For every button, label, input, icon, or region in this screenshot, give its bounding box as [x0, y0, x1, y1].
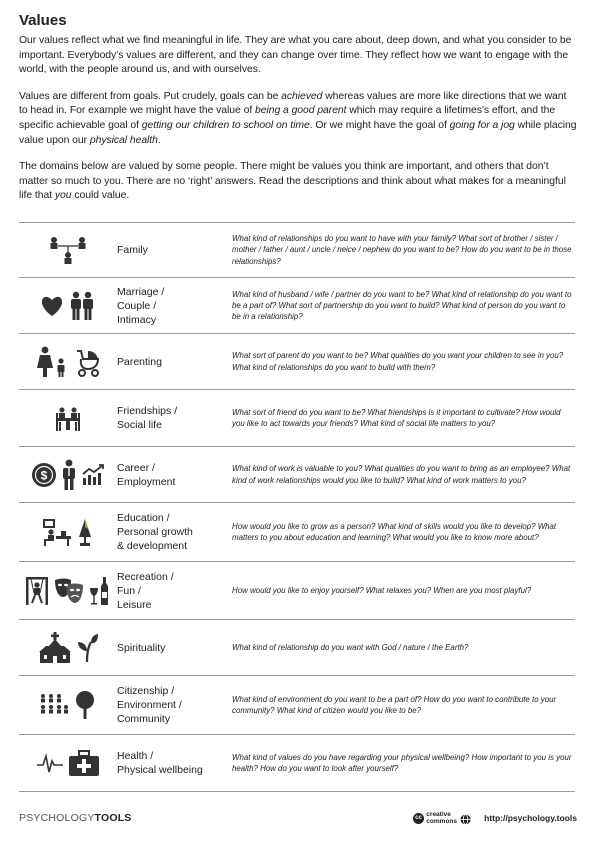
values-row-parenting: [19, 334, 575, 390]
sprout-icon: [77, 639, 99, 656]
domain-question: What sort of friend do you want to be? What friendships is it important to cultivate? How would you like to act towards your friends? What kind of social life matters to you?: [232, 390, 575, 447]
values-table: [19, 222, 575, 792]
mother-child-icon: [36, 353, 70, 370]
wine-icon: [89, 582, 111, 599]
domain-question: What kind of relationship do you want with God / nature / the Earth?: [232, 620, 575, 676]
dollar-coin-icon: [31, 466, 57, 483]
domain-question: How would you like to enjoy yourself? What relaxes you? When are you most playful?: [232, 562, 575, 620]
values-row-spirituality: [19, 620, 575, 676]
globe-icon: [460, 812, 471, 830]
domain-question: How would you like to grow as a person? What kind of skills would you like to develop? What matters to you about education and learning? What would you like to know more about?: [232, 503, 575, 562]
footer: [19, 812, 577, 828]
values-row-education: Education / Personal growth & development How would you like to grow as a person? What kind of skills would you like to develop? What matters to you about education and learning? What would you like to know more about?: [19, 503, 575, 562]
domain-label: Spirituality: [117, 641, 166, 654]
values-row-family: [19, 223, 575, 278]
couple-icon: [68, 297, 96, 314]
family-tree-icon: [46, 241, 90, 258]
domain-question: What kind of environment do you want to be a part of? How do you want to contribute to your community? What kind of citizen would you like to be?: [232, 676, 575, 735]
student-desk-icon: [42, 523, 72, 540]
domain-question: What kind of relationships do you want to have with your family? What sort of brother / sister / mother / father / aunt / uncle / neice / nephew do you want to be? How do you want to be in those relationships?: [232, 223, 575, 278]
domain-label: Recreation /: [117, 570, 174, 583]
domain-label: Citizenship /: [117, 685, 175, 697]
theatre-masks-icon: [53, 582, 85, 599]
page-title: Values: [19, 12, 67, 29]
values-row-citizenship: Citizenship / Environment / Community What kind of environment do you want to be a part of? How do you want to contribute to your community? What kind of citizen would you like to be?: [19, 676, 575, 735]
domain-label: Parenting: [117, 355, 162, 368]
domain-question: What kind of values do you have regarding your physical wellbeing? How important to you is your health? How do you want to look after yourself?: [232, 735, 575, 792]
psychology-tools-logo: PSYCHOLOGYTOOLS: [19, 812, 132, 824]
first-aid-kit-icon: [68, 754, 100, 771]
pram-icon: [74, 353, 100, 370]
growth-chart-icon: [81, 466, 105, 483]
intro-paragraph-3: The domains below are valued by some people. There might be values you think are important, and others that don’t matter so much to you. There are no ‘right’ answers. Read the descriptions and think about what makes for a meaningful life that you could value.: [19, 161, 566, 202]
creative-commons-label: creative commons: [426, 811, 457, 825]
domain-question: What kind of work is valuable to you? What qualities do you want to bring as an employee? What kind of work relationships would you like to build? What kind of work matters to you?: [232, 447, 575, 503]
heartbeat-icon: [36, 754, 64, 771]
values-row-marriage: Marriage / Couple / Intimacy What kind of husband / wife / partner do you want to be? What kind of relationship do you want to be a part of? What sort of partnership do you want to build? What kind of person do you want to be in a relationship?: [19, 278, 575, 334]
domain-label: Health /: [117, 750, 154, 762]
domain-label: Marriage /: [117, 285, 165, 298]
intro-paragraph-1: Our values reflect what we find meaningful in life. They are what you care about, deep down, and what you consider to be important. Everybody’s values are different, and they can change over time. They reflect how we want to engage with the world, with the people around us, and with ourselves.: [19, 35, 572, 76]
domain-label: Career /: [117, 461, 155, 474]
lamp-icon: [76, 523, 94, 540]
businessman-icon: [61, 466, 77, 483]
domain-label: Friendships /: [117, 405, 178, 417]
values-row-recreation: Recreation / Fun / Leisure How would you like to enjoy yourself? What relaxes you? When are you most playful?: [19, 562, 575, 620]
intro-paragraph-2: Values are different from goals. Put crudely, goals can be achieved whereas values are more like directions that we want to head in. For example we might have the value of being a good parent which may require a lifetimes’s effort, and the specific achievable goal of getting our children to school on time. Or we might have the goal of going for a jog while placing value upon our physical health.: [19, 90, 577, 146]
tree-icon: [73, 696, 97, 713]
swing-icon: [25, 582, 49, 599]
heart-icon: [40, 297, 64, 314]
website-link[interactable]: http://psychology.tools: [484, 813, 577, 823]
domain-label: Education /: [117, 512, 170, 524]
friends-at-table-icon: [55, 409, 81, 426]
community-icon: [39, 696, 69, 713]
domain-question: What kind of husband / wife / partner do you want to be? What kind of relationship do you want to be a part of? What sort of partnership do you want to build? What kind of person do you want to be in a relationship?: [232, 278, 575, 334]
values-row-friendships: Friendships / Social life What sort of friend do you want to be? What friendships is it important to cultivate? How would you like to act towards your friends? What kind of social life matters to you?: [19, 390, 575, 447]
svg-text:$: $: [40, 468, 47, 482]
creative-commons-icon: cc: [413, 813, 424, 824]
domain-question: What sort of parent do you want to be? What qualities do you want your children to see in you? What kind of relationships do you want to build with them?: [232, 334, 575, 390]
worksheet-page: [19, 12, 577, 216]
church-icon: [37, 639, 73, 656]
values-row-health: Health / Physical wellbeing What kind of values do you have regarding your physical wellbeing? How important to you is your health? How do you want to look after yourself?: [19, 735, 575, 792]
values-row-career: $ Career / Employment What kind of work is valuable to you? What qualities do you want to bring as an employee? What kind of work relationships would you like to build? What kind of work matters to you?: [19, 447, 575, 503]
domain-label: Family: [117, 244, 148, 256]
